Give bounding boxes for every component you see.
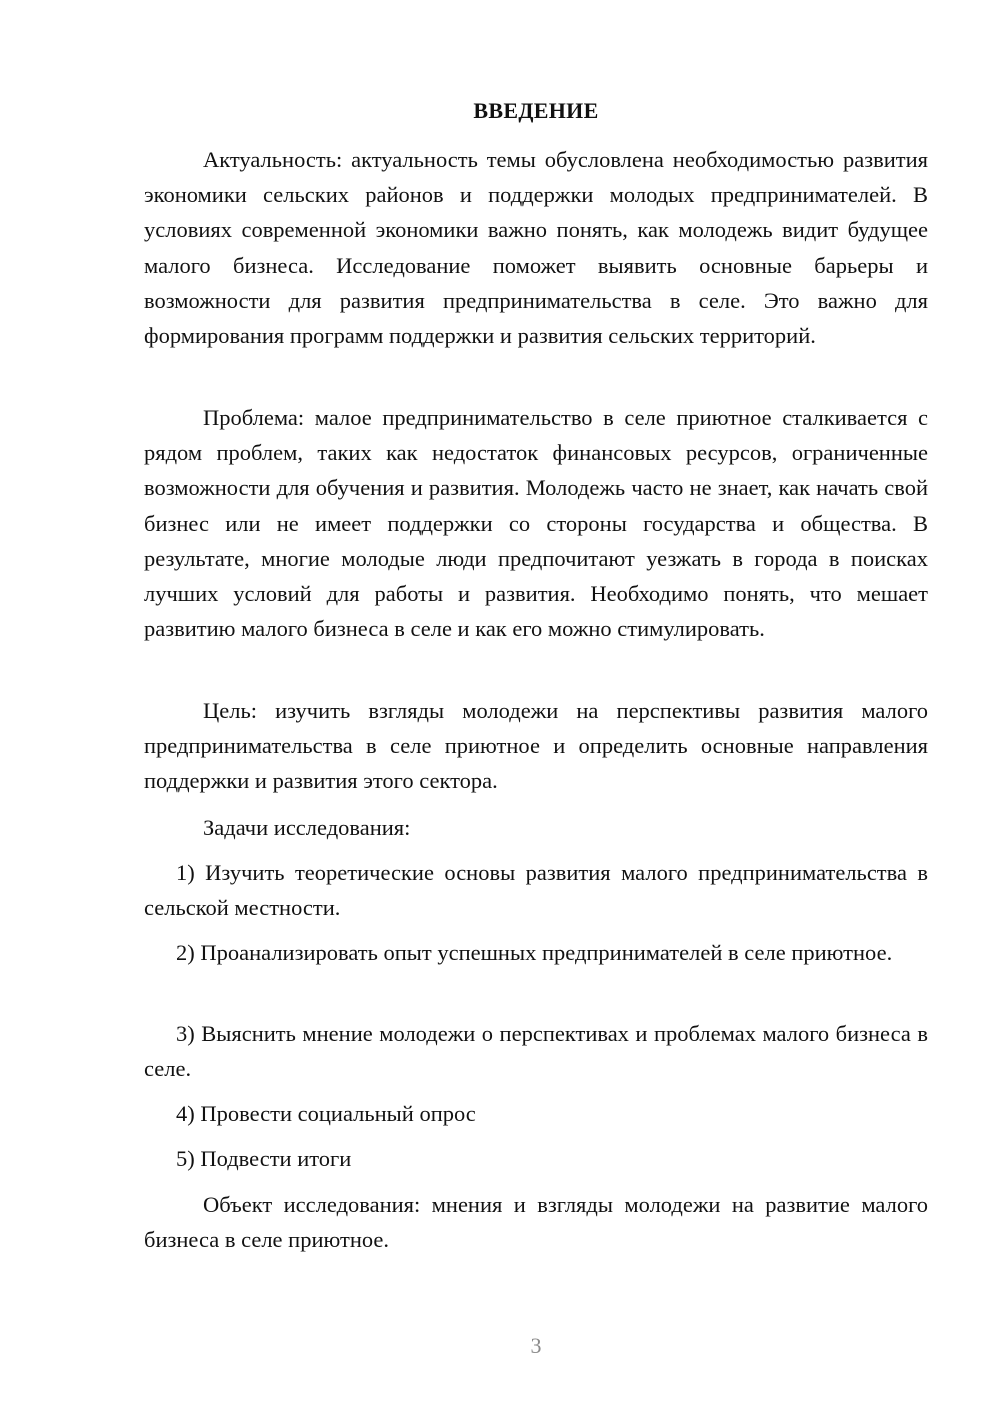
- paragraph-problem: Проблема: малое предпринимательство в селе приютное сталкивается с рядом проблем, таких как недостаток финансовых ресурсов, ограниченные возможности для обучения и развития. Молодежь часто не знает, как начать свой бизнес или не имеет поддержки со стороны государства и общества. В результате, многие молодые люди предпочитают уезжать в города в поисках лучших условий для работы и развития. Необходимо понять, что мешает развитию малого бизнеса в селе и как его можно стимулировать.: [144, 405, 928, 642]
- paragraph-goal: Цель: изучить взгляды молодежи на перспективы развития малого предпринимательства в селе приютное и определить основные направления поддержки и развития этого сектора.: [144, 698, 928, 794]
- task-item-5: 5) Подвести итоги: [176, 1146, 352, 1171]
- task-item-1: 1) Изучить теоретические основы развития малого предпринимательства в сельской местности.: [144, 860, 928, 921]
- paragraph-relevance: Актуальность: актуальность темы обусловлена необходимостью развития экономики сельских районов и поддержки молодых предпринимателей. В условиях современной экономики важно понять, как молодежь видит будущее малого бизнеса. Исследование поможет выявить основные барьеры и возможности для развития предпринимательства в селе. Это важно для формирования программ поддержки и развития сельских территорий.: [144, 147, 928, 349]
- page-number: 3: [530, 1333, 542, 1358]
- paragraph-tasks-heading: Задачи исследования:: [203, 815, 411, 840]
- task-item-4: 4) Провести социальный опрос: [176, 1101, 476, 1126]
- document-page: [144, 0, 928, 1414]
- paragraph-research-object: Объект исследования: мнения и взгляды молодежи на развитие малого бизнеса в селе приютное.: [144, 1192, 928, 1253]
- task-item-3: 3) Выяснить мнение молодежи о перспективах и проблемах малого бизнеса в селе.: [144, 1021, 928, 1082]
- page-title: ВВЕДЕНИЕ: [473, 98, 599, 123]
- task-item-2: 2) Проанализировать опыт успешных предпринимателей в селе приютное.: [176, 940, 893, 965]
